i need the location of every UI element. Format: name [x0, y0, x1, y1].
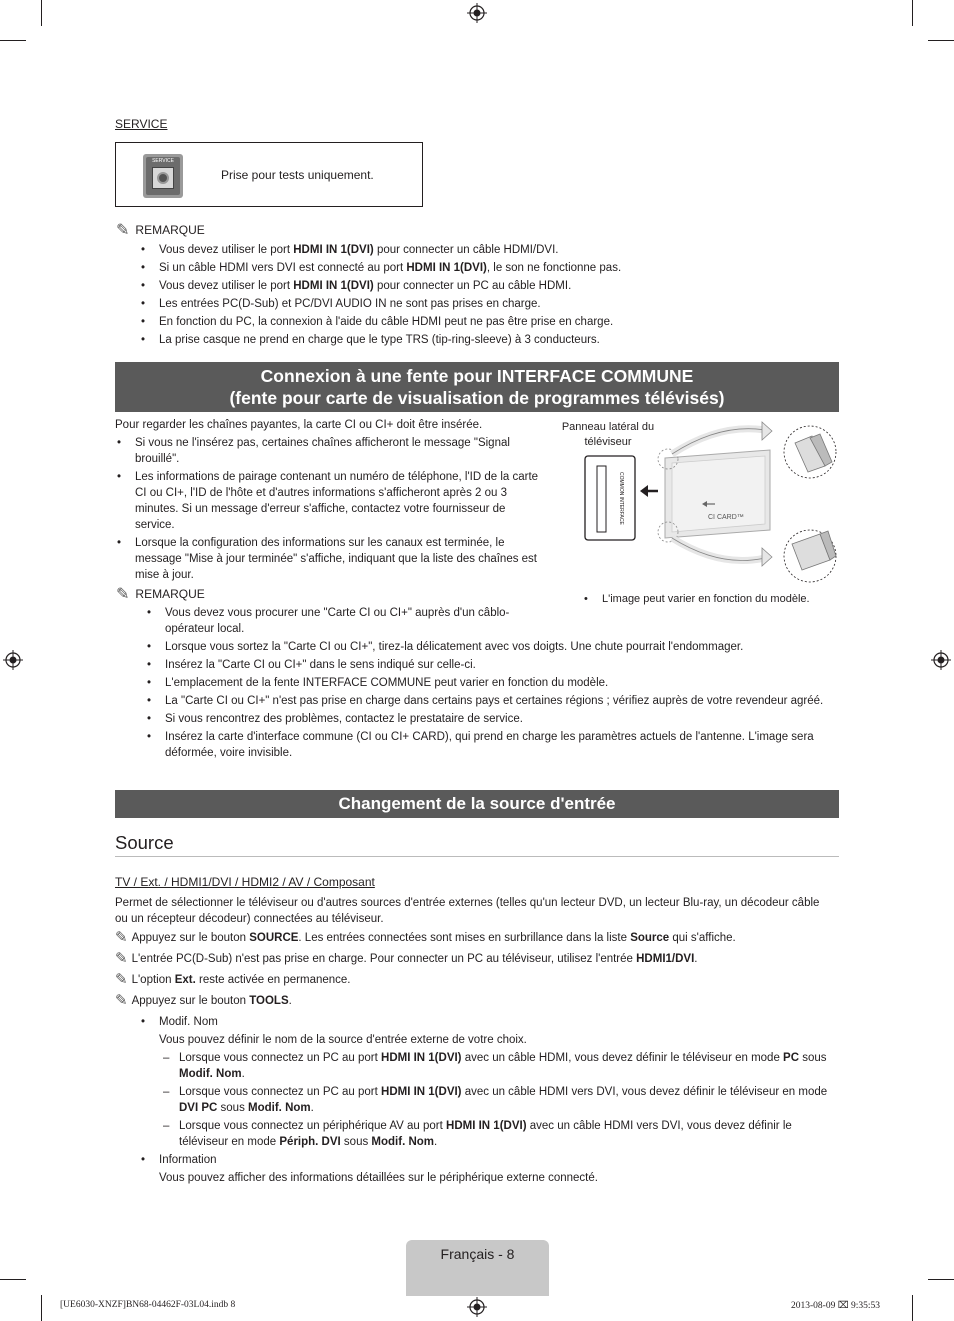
modif-nom-item: • Modif. Nom Vous pouvez définir le nom de la source d'entrée externe de votre choix. – Lorsque vous connectez un PC au port HDMI IN 1(DVI) avec un câble HDMI, vous devez définir le téléviseur en mode PC sous Modif. Nom. – Lorsque vous connectez un PC au port HDMI IN 1(DVI) avec un câble HDMI vers DVI, vous devez définir le téléviseur en mode DVI PC sous Modif. Nom. – Lorsque vous connectez un périphérique AV au port HDMI IN 1(DVI) avec un câble HDMI vers DVI, vous devez définir le téléviseur en mode Périph. DVI sous Modif. Nom. — [137, 1014, 837, 1150]
ci-remarque-item: • Insérez la carte d'interface commune (CI ou CI+ CARD), qui prend en charge les paramètres actuels de l'antenne. L'image sera déformée, voire invisible. — [143, 729, 833, 761]
crop-mark — [0, 40, 26, 41]
source-notes — [115, 930, 839, 1014]
modif-nom-case: – Lorsque vous connectez un périphérique AV au port HDMI IN 1(DVI) avec un câble HDMI vers DVI, vous devez définir le téléviseur en mode Périph. DVI sous Modif. Nom. — [159, 1118, 837, 1150]
ci-remarque-item: • Si vous rencontrez des problèmes, contactez le prestataire de service. — [143, 711, 833, 727]
source-note: ✎ L'option Ext. reste activée en permanence. — [115, 970, 351, 988]
ci-remarque-title: ✎ REMARQUE — [116, 584, 205, 603]
source-intro: Permet de sélectionner le téléviseur ou d'autres sources d'entrée externes (telles qu'un lecteur DVD, un lecteur Blu-ray, un décodeur câble ou un récepteur décodeur) connectées au téléviseur. — [115, 897, 820, 925]
information-description: Vous pouvez afficher des informations détaillées sur le périphérique externe connecté. — [159, 1172, 598, 1184]
registration-mark-icon — [931, 650, 951, 670]
crop-mark — [928, 40, 954, 41]
figure-note: • L'image peut varier en fonction du modèle. — [580, 591, 840, 607]
heading-divider — [115, 856, 839, 857]
pencil-note-icon: ✎ — [116, 220, 130, 239]
ci-bullet-list — [113, 435, 543, 585]
print-file-info: [UE6030-XNZF]BN68-04462F-03L04.indb 8 — [60, 1300, 236, 1310]
tools-options — [137, 1014, 837, 1188]
registration-mark-icon — [467, 1297, 487, 1317]
remarque-list — [137, 242, 837, 350]
ci-slot-figure — [580, 418, 842, 590]
registration-mark-icon — [3, 650, 23, 670]
service-box — [115, 142, 423, 207]
pencil-note-icon: ✎ — [115, 949, 128, 967]
ci-section-banner — [115, 362, 839, 412]
ci-intro: Pour regarder les chaînes payantes, la carte CI ou CI+ doit être insérée. — [115, 419, 483, 431]
remarque-item: • En fonction du PC, la connexion à l'aide du câble HDMI peut ne pas être prise en charge. — [137, 314, 837, 330]
ci-remarque-item: • Insérez la "Carte CI ou CI+" dans le sens indiqué sur celle-ci. — [143, 657, 833, 673]
remarque-item: • Les entrées PC(D-Sub) et PC/DVI AUDIO IN ne sont pas prises en charge. — [137, 296, 837, 312]
remarque-item: • La prise casque ne prend en charge que le type TRS (tip-ring-sleeve) à 3 conducteurs. — [137, 332, 837, 348]
service-port-icon: SERVICE — [143, 154, 183, 198]
modif-nom-case: – Lorsque vous connectez un PC au port HDMI IN 1(DVI) avec un câble HDMI, vous devez définir le téléviseur en mode PC sous Modif. Nom. — [159, 1050, 837, 1082]
crop-mark — [912, 1295, 913, 1321]
ci-bullet: • Si vous ne l'insérez pas, certaines chaînes afficheront le message "Signal brouillé". — [113, 435, 543, 467]
ci-remarque-item: • Vous devez vous procurer une "Carte CI ou CI+" auprès d'un câblo-opérateur local. — [143, 605, 523, 637]
print-date-info: 2013-08-09 ⌧ 9:35:53 — [791, 1301, 881, 1311]
ci-remarque-item: • L'emplacement de la fente INTERFACE COMMUNE peut varier en fonction du modèle. — [143, 675, 833, 691]
source-note: ✎ Appuyez sur le bouton TOOLS. — [115, 991, 292, 1009]
ci-remarque-list — [143, 605, 833, 763]
remarque-item: • Vous devez utiliser le port HDMI IN 1(DVI) pour connecter un câble HDMI/DVI. — [137, 242, 837, 258]
source-sub-label: TV / Ext. / HDMI1/DVI / HDMI2 / AV / Composant — [115, 875, 375, 889]
modif-nom-case: – Lorsque vous connectez un PC au port HDMI IN 1(DVI) avec un câble HDMI vers DVI, vous devez définir le téléviseur en mode DVI PC sous Modif. Nom. — [159, 1084, 837, 1116]
ci-bullet: • Lorsque la configuration des informations sur les canaux est terminée, le message "Mise à jour terminée" s'affiche, indiquant que la liste des chaînes est mise à jour. — [113, 535, 543, 583]
crop-mark — [912, 0, 913, 26]
ci-title-line1: Connexion à une fente pour INTERFACE COMMUNE — [260, 366, 694, 386]
remarque-title: ✎ REMARQUE — [116, 220, 205, 239]
crop-mark — [0, 1279, 26, 1280]
pencil-note-icon: ✎ — [115, 928, 128, 946]
pencil-note-icon: ✎ — [116, 584, 130, 603]
pencil-note-icon: ✎ — [115, 970, 128, 988]
ci-title-line2: (fente pour carte de visualisation de programmes télévisés) — [229, 388, 725, 408]
modif-nom-description: Vous pouvez définir le nom de la source d'entrée externe de votre choix. — [159, 1034, 527, 1046]
svg-text:CI CARD™: CI CARD™ — [708, 514, 744, 521]
remarque-item: • Si un câble HDMI vers DVI est connecté au port HDMI IN 1(DVI), le son ne fonctionne pas. — [137, 260, 837, 276]
pencil-note-icon: ✎ — [115, 991, 128, 1009]
ci-bullet: • Les informations de pairage contenant un numéro de téléphone, l'ID de la carte CI ou CI+, l'ID de l'hôte et d'autres informations s'afficheront après 2 ou 3 minutes. Si un message d'erreur s'affiche, contactez votre fournisseur de service. — [113, 469, 543, 533]
ci-remarque-item: • La "Carte CI ou CI+" n'est pas prise en charge dans certains pays et certaines régions ; vérifiez auprès de votre revendeur agréé. — [143, 693, 833, 709]
source-note: ✎ L'entrée PC(D-Sub) n'est pas prise en charge. Pour connecter un PC au téléviseur, utilisez l'entrée HDMI1/DVI. — [115, 949, 698, 967]
source-section-banner: Changement de la source d'entrée — [115, 790, 839, 818]
information-item: • Information Vous pouvez afficher des informations détaillées sur le périphérique externe connecté. — [137, 1152, 837, 1186]
figure-label: Panneau latéral du téléviseur — [561, 421, 655, 448]
service-label: SERVICE — [115, 117, 168, 131]
source-heading: Source — [115, 832, 174, 853]
registration-mark-icon — [467, 3, 487, 23]
page-number-tab: Français - 8 — [406, 1240, 549, 1296]
source-note: ✎ Appuyez sur le bouton SOURCE. Les entrées connectées sont mises en surbrillance dans la liste Source qui s'affiche. — [115, 928, 736, 946]
crop-mark — [41, 1295, 42, 1321]
crop-mark — [928, 1279, 954, 1280]
ci-remarque-item: • Lorsque vous sortez la "Carte CI ou CI+", tirez-la délicatement avec vos doigts. Une chute pourrait l'endommager. — [143, 639, 833, 655]
service-description: Prise pour tests uniquement. — [221, 168, 374, 182]
svg-text:COMMON INTERFACE: COMMON INTERFACE — [618, 472, 624, 525]
crop-mark — [41, 0, 42, 26]
remarque-item: • Vous devez utiliser le port HDMI IN 1(DVI) pour connecter un PC au câble HDMI. — [137, 278, 837, 294]
